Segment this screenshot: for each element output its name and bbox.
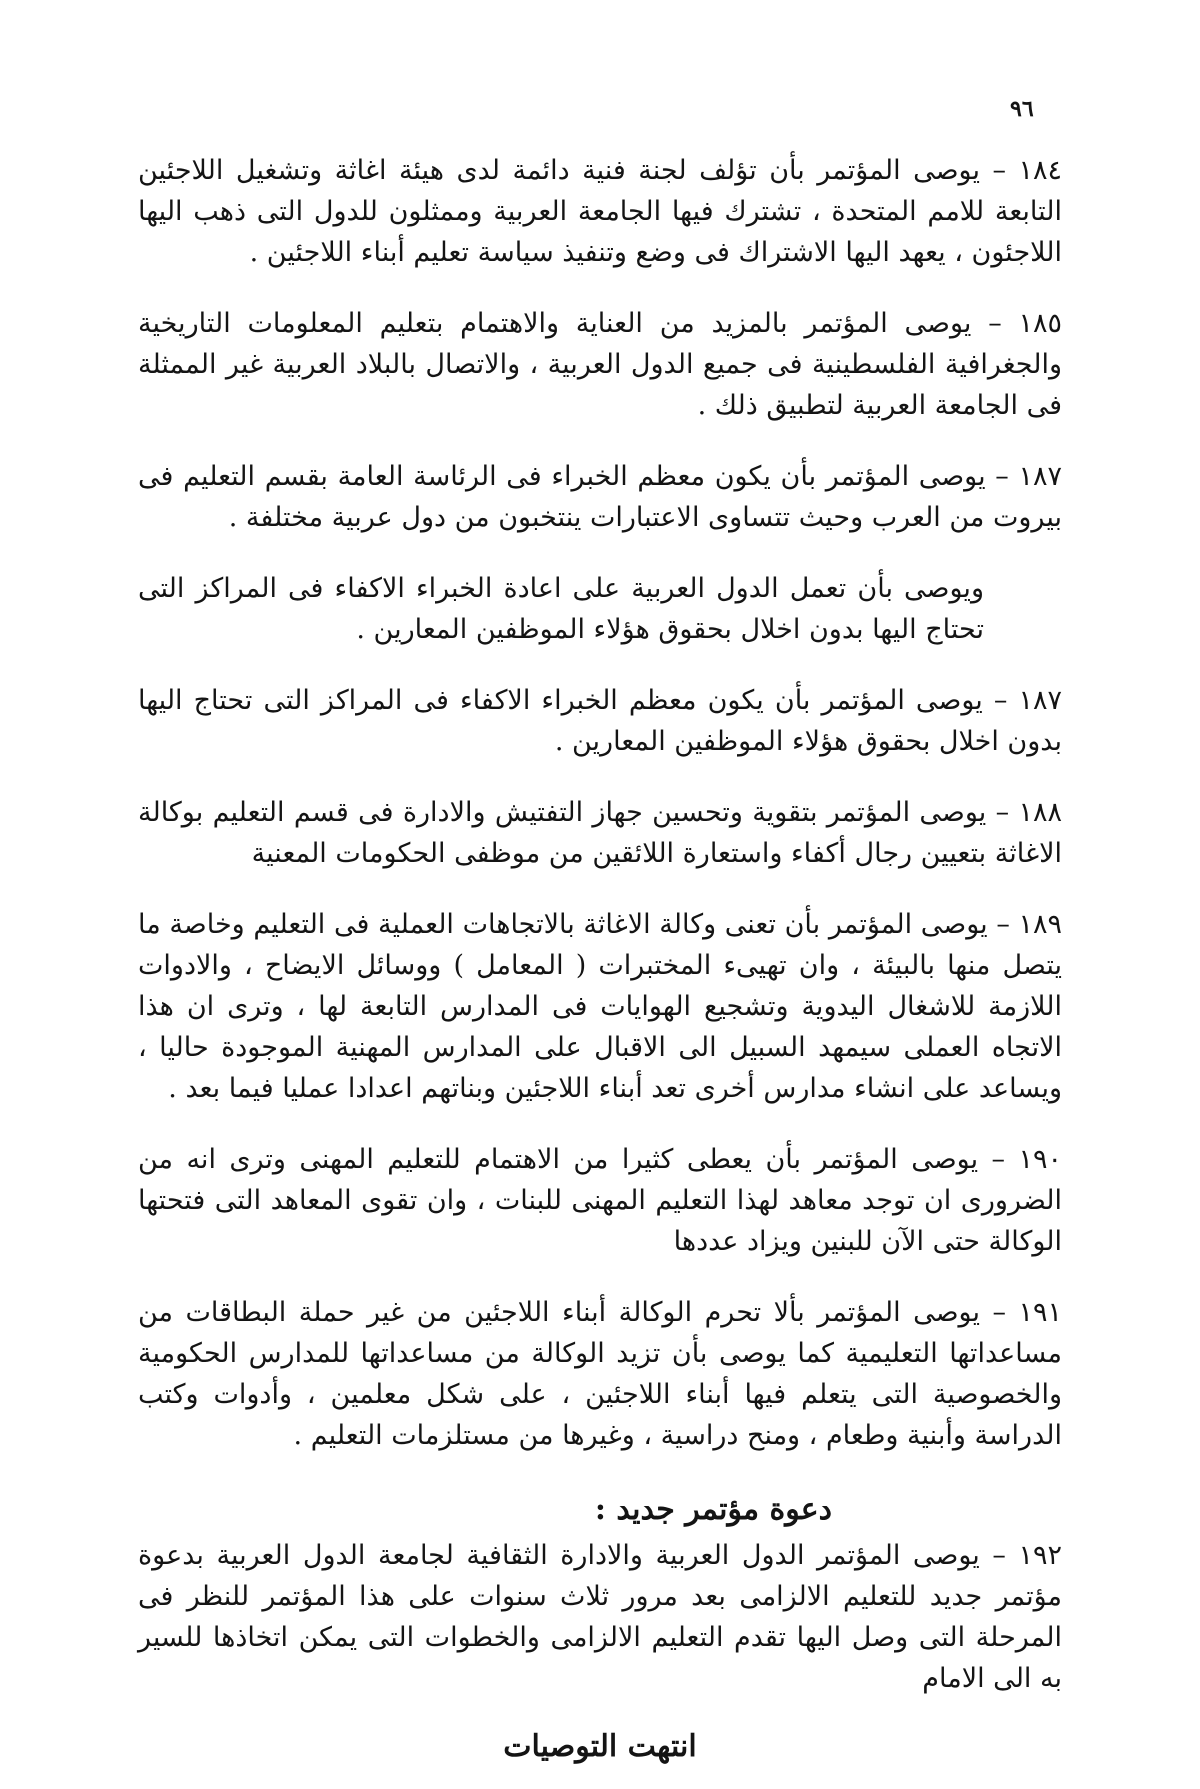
paragraph-185: [138, 303, 1062, 426]
item-number: ١٩١: [1018, 1297, 1062, 1328]
item-text: – يوصى المؤتمر بأن تؤلف لجنة فنية دائمة لدى هيئة اغاثة وتشغيل اللاجئين التابعة للامم المتحدة ، تشترك فيها الجامعة العربية وممثلون للدول التى ذهب اليها اللاجئون ، يعهد اليها الاشتراك فى وضع وتنفيذ سياسة تعليم أبناء اللاجئين .: [138, 155, 1062, 268]
item-text: – يوصى المؤتمر بأن تعنى وكالة الاغاثة بالاتجاهات العملية فى التعليم وخاصة ما يتصل منها بالبيئة ، وان تهيىء المختبرات ( المعامل ) ووسائل الايضاح ، والادوات اللازمة للاشغال اليدوية وتشجيع الهوايات فى المدارس التابعة لها ، وترى ان هذا الاتجاه العملى سيمهد السبيل الى الاقبال على المدارس المهنية الموجودة حاليا ، ويساعد على انشاء مدارس أخرى تعد أبناء اللاجئين وبناتهم اعدادا عمليا فيما بعد .: [138, 909, 1062, 1104]
item-number: ١٨٧: [1018, 685, 1062, 716]
item-number: ١٨٤: [1018, 155, 1062, 186]
item-number: ١٨٨: [1018, 797, 1062, 828]
closing-line: انتهت التوصيات: [503, 1729, 697, 1764]
item-text: ويوصى بأن تعمل الدول العربية على اعادة الخبراء الاكفاء فى المراكز التى تحتاج اليها بدون اخلال بحقوق هؤلاء الموظفين المعارين .: [138, 573, 984, 645]
item-number: ١٩٠: [1018, 1144, 1062, 1175]
paragraph-184: [138, 150, 1062, 273]
recommendations-list: [138, 150, 1062, 1764]
paragraph-187-b: [138, 680, 1062, 762]
section-heading: دعوة مؤتمر جديد :: [594, 1492, 832, 1527]
item-number: ١٨٩: [1018, 909, 1062, 940]
page-number: ٩٦: [1010, 96, 1034, 122]
item-text: – يوصى المؤتمر بأن يكون معظم الخبراء فى الرئاسة العامة بقسم التعليم فى بيروت من العرب وحيث تتساوى الاعتبارات ينتخبون من دول عربية مختلفة .: [138, 461, 1062, 533]
item-text: – يوصى المؤتمر الدول العربية والادارة الثقافية لجامعة الدول العربية بدعوة مؤتمر جديد للتعليم الالزامى بعد مرور ثلاث سنوات على هذا المؤتمر للنظر فى المرحلة التى وصل اليها تقدم التعليم الالزامى والخطوات التى يمكن اتخاذها للسير به الى الامام: [138, 1540, 1062, 1694]
paragraph-187-a: [138, 456, 1062, 538]
paragraph-189: [138, 904, 1062, 1109]
paragraph-continuation: [138, 568, 1062, 650]
paragraph-190: [138, 1139, 1062, 1262]
item-number: ١٨٥: [1018, 308, 1062, 339]
item-text: – يوصى المؤتمر بتقوية وتحسين جهاز التفتيش والادارة فى قسم التعليم بوكالة الاغاثة بتعيين رجال أكفاء واستعارة اللائقين من موظفى الحكومات المعنية: [138, 797, 1062, 869]
paragraph-191: [138, 1292, 1062, 1456]
item-number: ١٨٧: [1018, 461, 1062, 492]
item-text: – يوصى المؤتمر بأن يكون معظم الخبراء الاكفاء فى المراكز التى تحتاج اليها بدون اخلال بحقوق هؤلاء الموظفين المعارين .: [138, 685, 1062, 757]
item-text: – يوصى المؤتمر بأن يعطى كثيرا من الاهتمام للتعليم المهنى وترى انه من الضرورى ان توجد معاهد لهذا التعليم المهنى للبنات ، وان تقوى المعاهد التى فتحتها الوكالة حتى الآن للبنين ويزاد عددها: [138, 1144, 1062, 1257]
item-text: – يوصى المؤتمر بألا تحرم الوكالة أبناء اللاجئين من غير حملة البطاقات من مساعداتها التعليمية كما يوصى بأن تزيد الوكالة من مساعداتها للمدارس الحكومية والخصوصية التى يتعلم فيها أبناء اللاجئين ، على شكل معلمين ، وأدوات وكتب الدراسة وأبنية وطعام ، ومنح دراسية ، وغيرها من مستلزمات التعليم .: [138, 1297, 1062, 1451]
paragraph-188: [138, 792, 1062, 874]
item-text: – يوصى المؤتمر بالمزيد من العناية والاهتمام بتعليم المعلومات التاريخية والجغرافية الفلسطينية فى جميع الدول العربية ، والاتصال بالبلاد العربية غير الممثلة فى الجامعة العربية لتطبيق ذلك .: [138, 308, 1062, 421]
item-number: ١٩٢: [1018, 1540, 1062, 1571]
paragraph-192: [138, 1535, 1062, 1699]
